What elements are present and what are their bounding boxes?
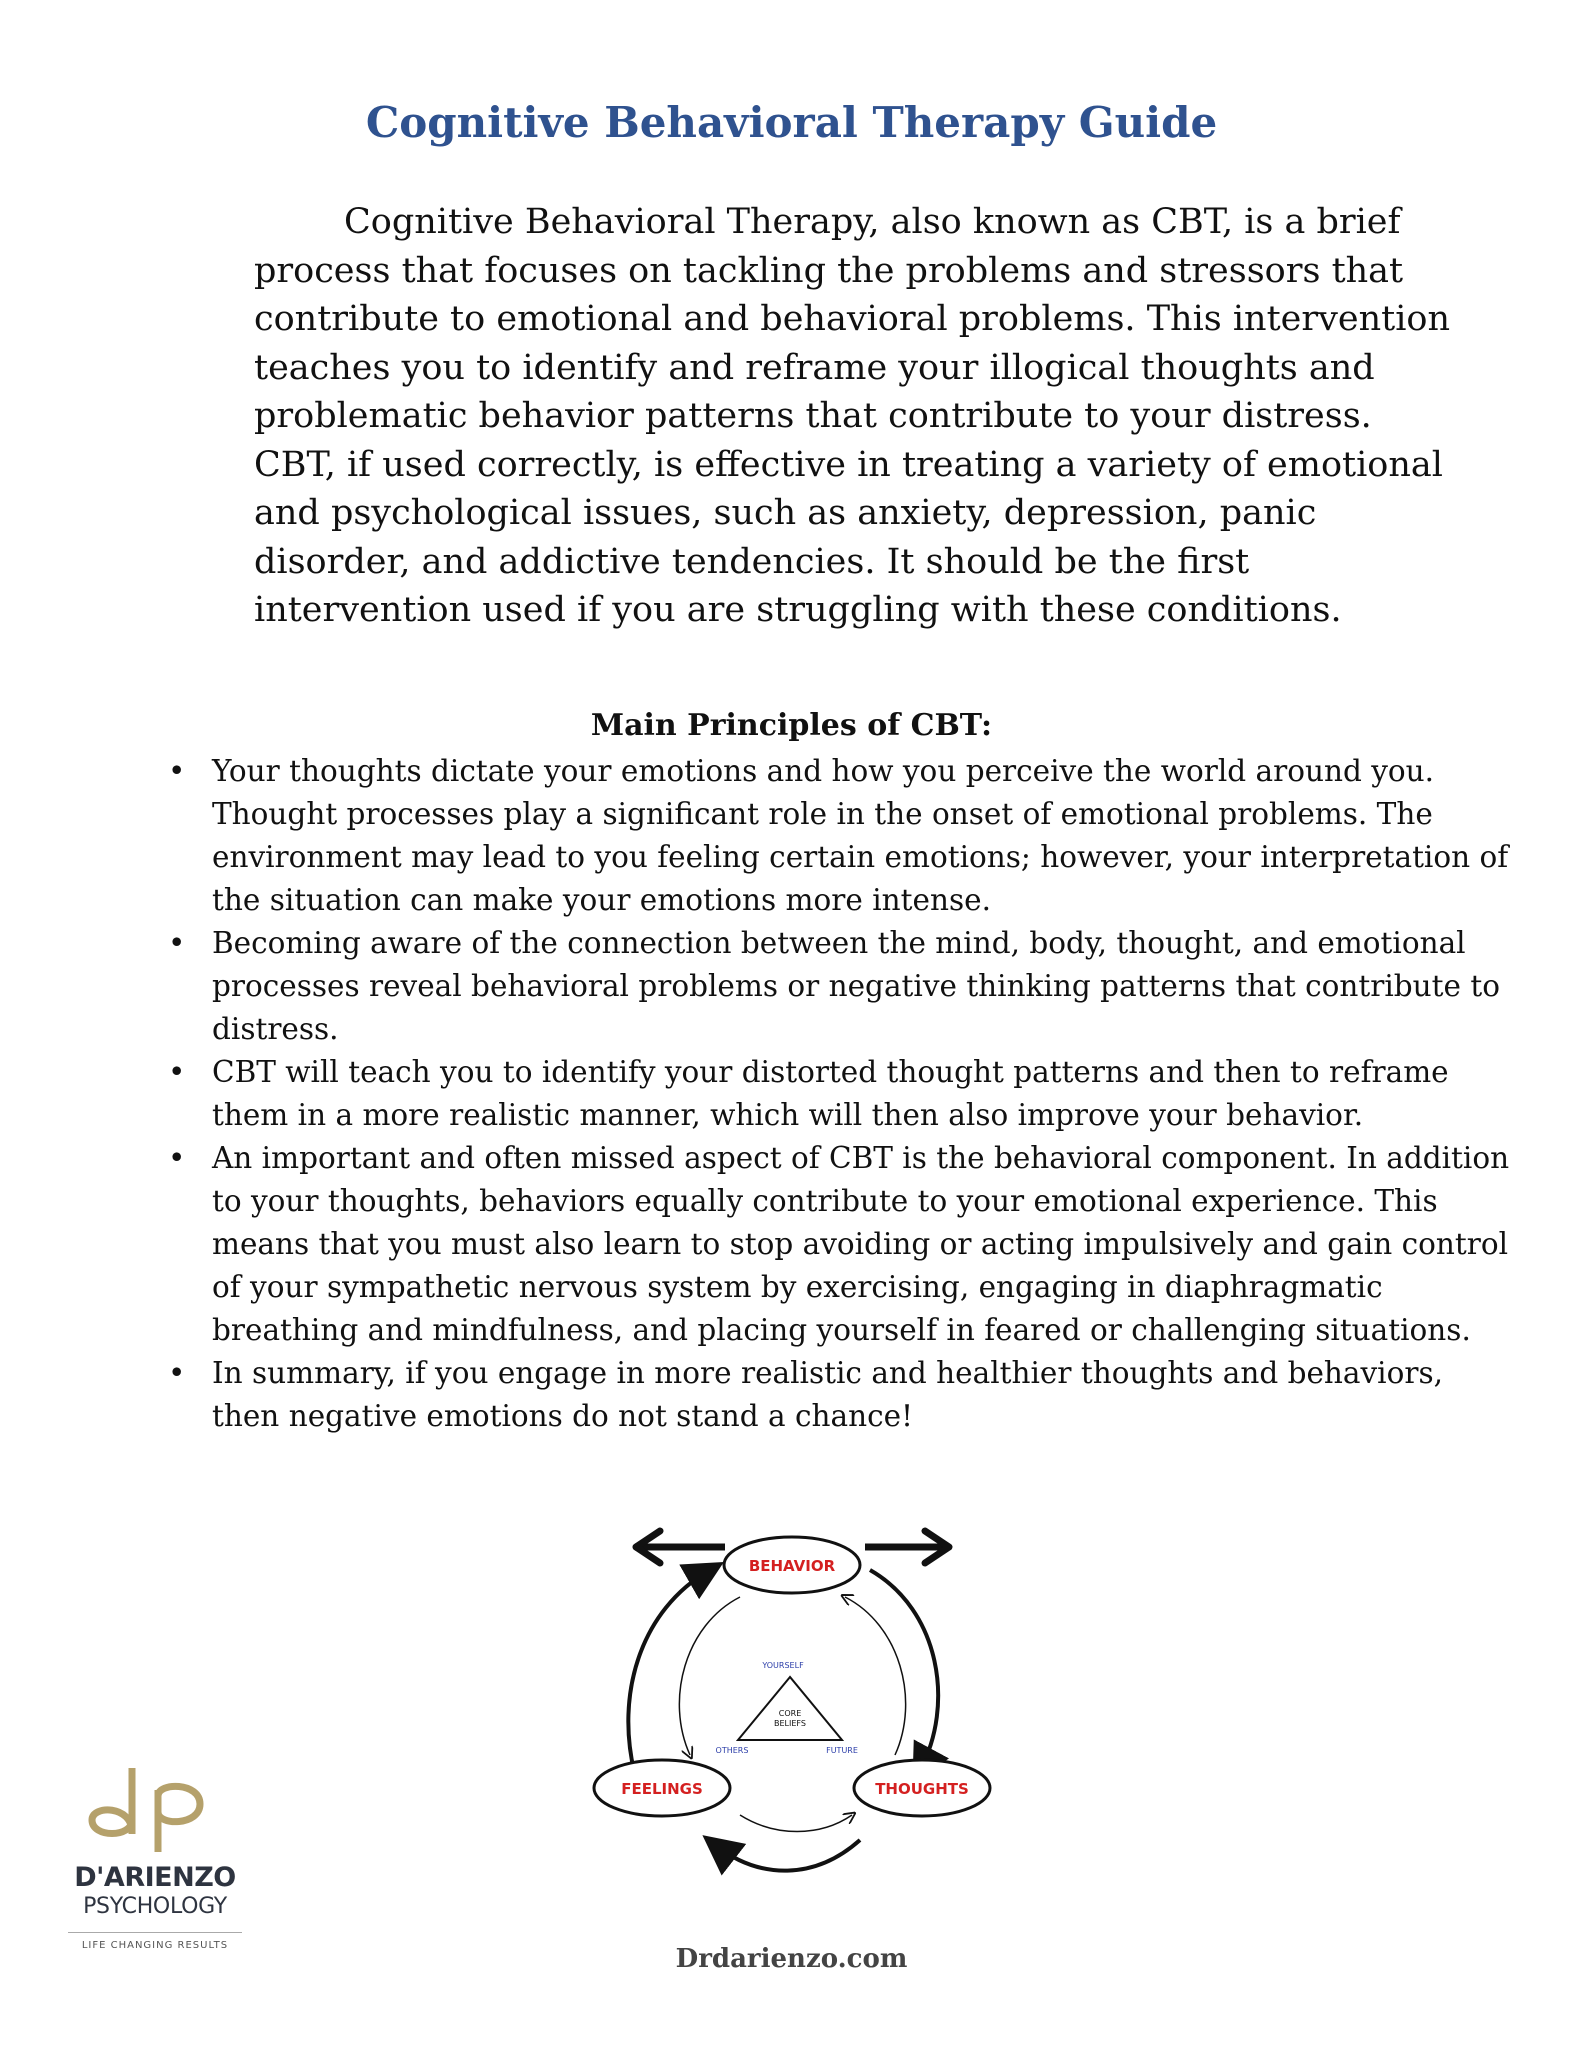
- dp-logo-mark: [60, 1760, 250, 1855]
- bullet-icon: •: [168, 1141, 186, 1175]
- list-item-text: An important and often missed aspect of CBT is the behavioral component. In addition to your thoughts, behaviors equally contribute to your emotional experience. This means that you must also learn to stop avoiding or acting impulsively and gain control of your sympathetic nervous system by exercising, engaging in diaphragmatic breathing and mindfulness, and placing yourself in feared or challenging situations.: [212, 1141, 1510, 1347]
- core-label-line2: BELIEFS: [774, 1719, 806, 1728]
- right-outward-arrow: [865, 1531, 949, 1563]
- list-item: [168, 922, 1512, 1051]
- list-item: [168, 1137, 1512, 1352]
- bullet-icon: •: [168, 1055, 186, 1089]
- principles-list: [168, 750, 1512, 1438]
- outer-arrow-feelings-to-behavior: [628, 1570, 710, 1775]
- core-label-line1: CORE: [778, 1709, 802, 1718]
- behavior-label: BEHAVIOR: [748, 1557, 836, 1575]
- list-item-text: In summary, if you engage in more realistic and healthier thoughts and behaviors, then negative emotions do not stand a chance!: [212, 1356, 1443, 1433]
- feelings-label: FEELINGS: [621, 1780, 703, 1798]
- list-item: [168, 750, 1512, 922]
- page-title: Cognitive Behavioral Therapy Guide: [365, 98, 1218, 147]
- intro-paragraph: Cognitive Behavioral Therapy, also known as CBT, is a brief process that focuses on tackling the problems and stressors that contribute to emotional and behavioral problems. This intervention teaches you to identify and reframe your illogical thoughts and problematic behavior patterns that contribute to your distress. CBT, if used correctly, is effective in treating a variety of emotional and psychological issues, such as anxiety, depression, panic disorder, and addictive tendencies. It should be the first intervention used if you are struggling with these conditions.: [254, 202, 1450, 630]
- logo-divider: [68, 1932, 242, 1933]
- left-outward-arrow: [636, 1531, 725, 1563]
- inner-arrow-behavior-to-feelings: [679, 1597, 740, 1755]
- yourself-label: YOURSELF: [762, 1661, 804, 1670]
- inner-arrow-thoughts-to-behavior: [845, 1597, 906, 1755]
- cbt-cycle-diagram: [580, 1525, 1010, 1890]
- others-label: OTHERS: [715, 1746, 749, 1755]
- website-url: Drdarienzo.com: [675, 1944, 908, 1974]
- logo-tagline: LIFE CHANGING RESULTS: [81, 1940, 229, 1951]
- outer-arrow-behavior-to-thoughts: [870, 1570, 938, 1770]
- future-label: FUTURE: [826, 1746, 858, 1755]
- list-item-text: Your thoughts dictate your emotions and how you perceive the world around you. Thought processes play a significant role in the onset of emotional problems. The environment may lead to you feeling certain emotions; however, your interpretation of the situation can make your emotions more intense.: [212, 754, 1509, 917]
- inner-arrow-feelings-to-thoughts: [740, 1815, 852, 1832]
- logo-name: D'ARIENZO: [74, 1862, 236, 1893]
- list-item: [168, 1051, 1512, 1137]
- bullet-icon: •: [168, 1356, 186, 1390]
- principles-heading: Main Principles of CBT:: [590, 708, 993, 743]
- company-logo: [60, 1760, 250, 1950]
- bullet-icon: •: [168, 754, 186, 788]
- list-item-text: CBT will teach you to identify your distorted thought patterns and then to reframe them in a more realistic manner, which will then also improve your behavior.: [212, 1055, 1449, 1132]
- cbt-cycle-svg: [580, 1525, 1010, 1890]
- list-item-text: Becoming aware of the connection between the mind, body, thought, and emotional processes reveal behavioral problems or negative thinking patterns that contribute to distress.: [212, 926, 1500, 1046]
- bullet-icon: •: [168, 926, 186, 960]
- outer-arrow-thoughts-to-feelings: [715, 1840, 860, 1871]
- logo-subtitle: PSYCHOLOGY: [83, 1894, 227, 1919]
- thoughts-label: THOUGHTS: [875, 1780, 969, 1798]
- list-item: [168, 1352, 1512, 1438]
